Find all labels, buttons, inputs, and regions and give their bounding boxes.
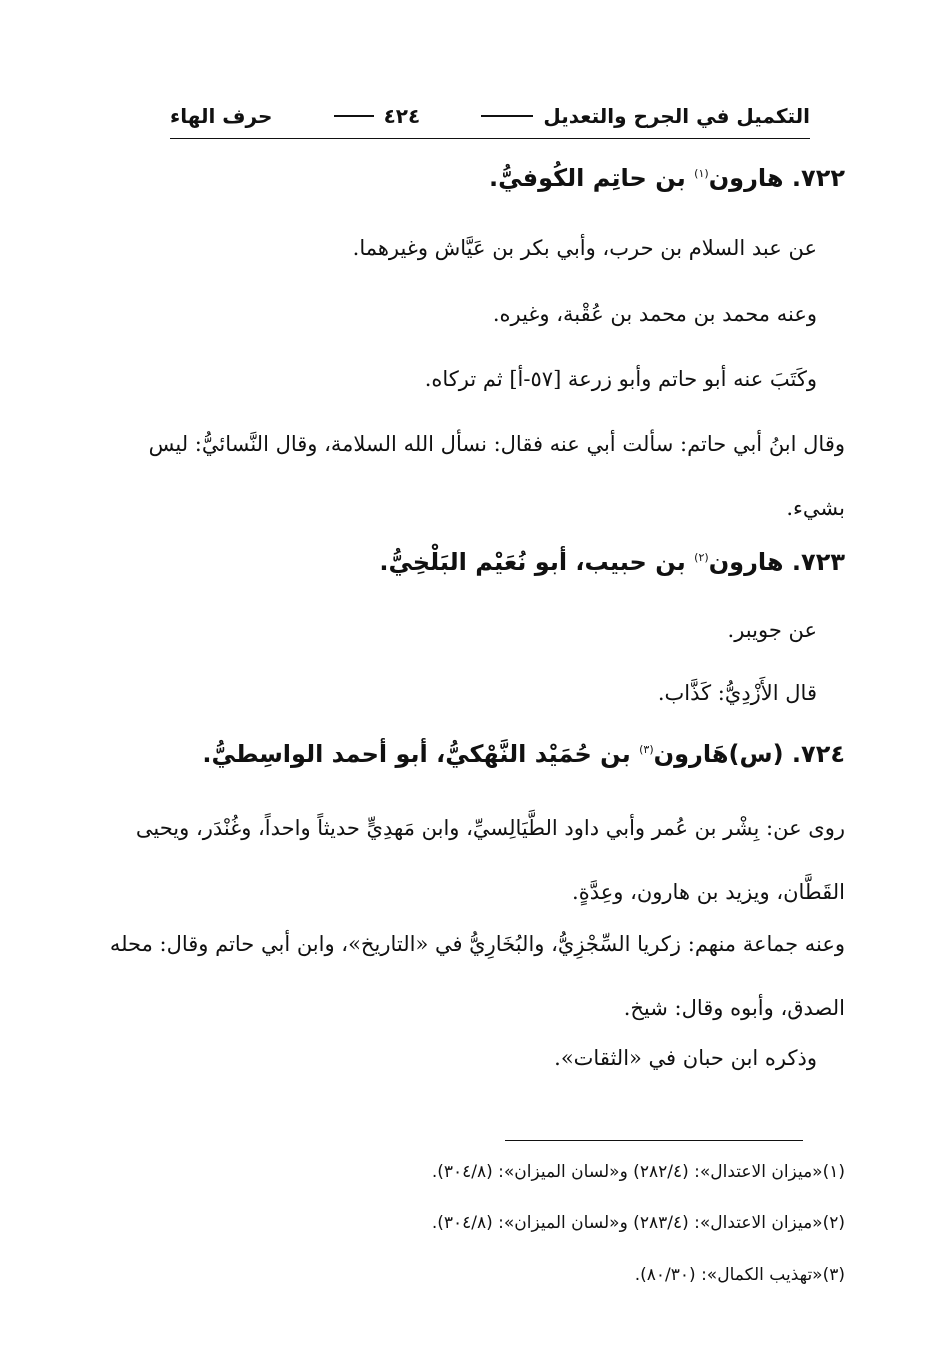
footnote-2: (٢)«ميزان الاعتدال»: (٢٨٣/٤) و«لسان الميزان»: (٣٠٤/٨). [431,1213,845,1233]
text-line: قال الأَزْدِيُّ: كَذَّاب. [657,681,817,705]
header-page-number [334,104,421,128]
footnote-ref[interactable]: (٢) [694,551,709,564]
text-line: عن عبد السلام بن حرب، وأبي بكر بن عَيَّاش وغيرهما. [352,236,817,260]
entry-number: ٧٢٢. [791,164,845,192]
footnote-rule [505,1140,803,1141]
entry-number: ٧٢٤. [791,740,845,768]
entry-name-rest: بن حُمَيْد النَّهْكيُّ، أبو أحمد الواسِطيُّ. [202,740,631,768]
entry-name-rest: بن حبيب، أبو نُعَيْم البَلْخِيُّ. [379,548,686,576]
entry-title-723 [90,548,845,576]
text-paragraph: وعنه جماعة منهم: زكريا السِّجْزِيُّ، والبُخَارِيُّ في «التاريخ»، وابن أبي حاتم وقال: محله الصدق، وأبوه وقال: شيخ. [109,932,845,1020]
entry-name-rest: بن حاتِم الكُوفيُّ. [488,164,686,192]
entry-name: هارون [708,164,784,192]
text-line: عن جويبر. [727,618,817,642]
text-line: وعنه محمد بن محمد بن عُقْبة، وغيره. [492,302,817,326]
page-number-text: ٤٢٤ [383,104,421,128]
header-rule [170,138,810,139]
header-dash [481,115,533,117]
text-line: وذكره ابن حبان في «الثقات». [554,1046,817,1070]
header-chapter: حرف الهاء [170,104,273,128]
footnote-ref[interactable]: (٣) [639,743,654,756]
entry-title-724 [90,740,845,768]
entry-title-722 [90,164,845,192]
book-title-text: التكميل في الجرح والتعديل [543,104,810,128]
running-header [170,98,810,134]
footnote-ref[interactable]: (١) [694,167,709,180]
text-line: وكَتَبَ عنه أبو حاتم وأبو زرعة [٥٧-أ] ثم تركاه. [424,367,817,391]
header-dash [334,115,374,117]
entry-name: هَارون [653,740,729,768]
entry-source-code: (س) [728,740,784,768]
footnote-1: (١)«ميزان الاعتدال»: (٢٨٢/٤) و«لسان الميزان»: (٣٠٤/٨). [431,1162,845,1182]
header-book-title [481,104,810,128]
entry-name: هارون [708,548,784,576]
text-paragraph: وقال ابنُ أبي حاتم: سألت أبي عنه فقال: نسأل الله السلامة، وقال النَّسائيُّ: ليس بشيء. [148,432,845,520]
footnote-3: (٣)«تهذيب الكمال»: (٨٠/٣٠). [634,1265,845,1285]
entry-number: ٧٢٣. [791,548,845,576]
text-paragraph: روى عن: بِشْر بن عُمر وأبي داود الطَّيَالِسيِّ، وابن مَهدِيٍّ حديثاً واحداً، وغُنْدَر، ويحيى القَطَّان، ويزيد بن هارون، وعِدَّةٍ. [135,816,845,904]
